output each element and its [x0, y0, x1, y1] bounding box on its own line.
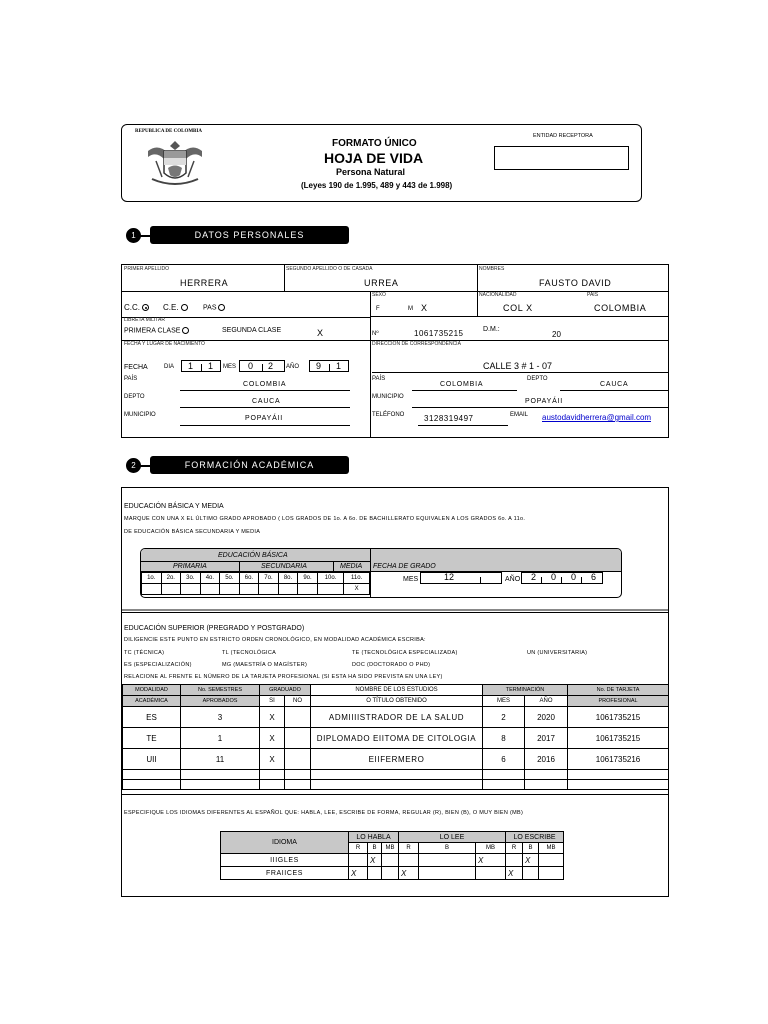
grade-cell: 8o.: [278, 573, 298, 584]
graduado-si-cell[interactable]: [260, 780, 285, 790]
rule: [370, 291, 371, 437]
th-terminacion: TERMINACIÓN: [483, 685, 568, 696]
higher-education-table: [122, 684, 669, 790]
lang-subheader-mb: MB: [539, 843, 564, 854]
grade-cell: 5o.: [220, 573, 240, 584]
grad-ano-digit: 0: [571, 572, 577, 582]
rule: [581, 577, 582, 584]
higher-education-row: [123, 770, 669, 780]
modalidad-cell[interactable]: ES: [123, 707, 181, 728]
lang-subheader-r: R: [399, 843, 419, 854]
rule: [122, 609, 668, 611]
mod-tl: TL (TECNOLÓGICA: [222, 650, 277, 656]
military-num-label: Nº: [372, 331, 379, 337]
basic-instr-1: MARQUE CON UNA X EL ÚLTIMO GRADO APROBADO ( LOS GRADOS DE 1o. A 6o. DE BACHILLERATO EQUIVALEN A LOS GRADOS 6o. A 11o.: [124, 516, 526, 522]
addr-country-label: PAÍS: [372, 376, 386, 382]
mes-cell[interactable]: 6: [483, 749, 525, 770]
rule: [180, 407, 350, 408]
rule: [418, 425, 508, 426]
basic-instr-2: DE EDUCACIÓN BÁSICA SECUNDARIA Y MEDIA: [124, 529, 261, 535]
first-surname-value[interactable]: HERRERA: [180, 278, 229, 288]
graduado-si-cell[interactable]: X: [260, 707, 285, 728]
addr-municipio-value[interactable]: POPAYÁII: [525, 398, 564, 405]
th-mes: MES: [483, 696, 525, 707]
rule: [480, 577, 481, 584]
year-digit-1: 9: [316, 361, 322, 371]
year-label: AÑO: [286, 364, 300, 370]
address-label: DIRECCIÓN DE CORRESPONDENCIA: [372, 341, 461, 347]
rule: [370, 316, 668, 317]
grade-mark-cell[interactable]: [220, 584, 240, 595]
grade-mark-cell[interactable]: [142, 584, 162, 595]
language-level-cell[interactable]: [539, 867, 564, 880]
grade-mark-cell[interactable]: [181, 584, 201, 595]
mod-un: UN (UNIVERSITARIA): [527, 650, 588, 656]
names-value[interactable]: FAUSTO DAVID: [539, 278, 612, 288]
lang-instr: ESPECIFIQUE LOS IDIOMAS DIFERENTES AL ESPAÑOL QUE: HABLA, LEE, ESCRIBE DE FORMA, REGULAR (R), BIEN (B), O MUY BIEN (MB): [124, 810, 524, 816]
lang-subheader-r: R: [349, 843, 368, 854]
military-number[interactable]: 1061735215: [414, 329, 464, 338]
lang-th-idioma: IDIOMA: [221, 832, 349, 854]
day-label: DIA: [164, 364, 175, 370]
email-label: EMAIL: [510, 412, 529, 418]
nationality-label: NACIONALIDAD: [479, 292, 517, 298]
grade-cell: 9o.: [298, 573, 318, 584]
grade-cell: 1o.: [142, 573, 162, 584]
month-label: MES: [223, 364, 237, 370]
first-class-label: PRIMERA CLASE: [124, 327, 181, 335]
th-no: NO: [285, 696, 311, 707]
rule: [333, 561, 334, 571]
graduado-si-cell[interactable]: [260, 770, 285, 780]
basic-grades-table: [141, 572, 370, 595]
rule: [122, 612, 668, 613]
birth-country-value[interactable]: COLOMBIA: [243, 381, 287, 388]
first-class-option[interactable]: [124, 327, 189, 334]
grade-cell: 2o.: [161, 573, 181, 584]
day-digit-2: 1: [208, 361, 214, 371]
republic-label: REPUBLICA DE COLOMBIA: [135, 129, 202, 134]
ano-cell[interactable]: 2017: [525, 728, 568, 749]
dm-value[interactable]: 20: [552, 330, 561, 339]
mes-cell[interactable]: [483, 780, 525, 790]
addr-depto-value[interactable]: CAUCA: [600, 381, 629, 388]
lang-subheader-b: B: [419, 843, 476, 854]
section2-number: 2: [126, 458, 141, 473]
cc-option[interactable]: [124, 304, 149, 312]
mod-doc: DOC (DOCTORADO O PHD): [352, 662, 431, 668]
relacione-text: RELACIONE AL FRENTE EL NÚMERO DE LA TARJETA PROFESIONAL (SI ESTA HA SIDO PREVISTA EN UNA LEY): [124, 674, 443, 680]
coat-of-arms-icon: [144, 137, 206, 189]
language-level-cell[interactable]: [419, 867, 476, 880]
modalidad-cell[interactable]: UII: [123, 749, 181, 770]
th-semestres: No. SEMESTRES: [181, 685, 260, 696]
language-level-cell[interactable]: X: [506, 867, 523, 880]
lang-th-habla: LO HABLA: [349, 832, 399, 843]
day-digit-1: 1: [188, 361, 194, 371]
rule: [239, 561, 240, 571]
second-class-option[interactable]: [222, 327, 281, 334]
language-level-cell[interactable]: [399, 854, 419, 867]
grade-mark-cell[interactable]: [298, 584, 318, 595]
th-semestres-2: APROBADOS: [181, 696, 260, 707]
language-name: FRAIICES: [221, 867, 349, 880]
ano-cell[interactable]: [525, 770, 568, 780]
grade-mark-cell[interactable]: [317, 584, 344, 595]
pas-radio[interactable]: [218, 304, 225, 311]
language-level-cell[interactable]: [382, 854, 399, 867]
ce-option[interactable]: [163, 304, 188, 312]
language-level-cell[interactable]: X: [523, 854, 539, 867]
ano-cell[interactable]: [525, 780, 568, 790]
sex-label: SEXO: [372, 292, 386, 298]
address-value[interactable]: CALLE 3 # 1 - 07: [483, 361, 553, 371]
birth-depto-label: DEPTO: [124, 394, 145, 400]
language-row: [221, 867, 564, 880]
rule: [412, 390, 517, 391]
tarjeta-cell[interactable]: [568, 780, 669, 790]
tarjeta-cell[interactable]: [568, 770, 669, 780]
titulo-cell[interactable]: DIPLOMADO EIITOMA DE CITOLOGIA: [311, 728, 483, 749]
birth-municipio-value[interactable]: POPAYÁII: [245, 415, 284, 422]
graduado-no-cell[interactable]: [285, 770, 311, 780]
modalidad-cell[interactable]: TE: [123, 728, 181, 749]
rule: [262, 364, 263, 372]
basic-group-label: EDUCACIÓN BÁSICA: [218, 552, 288, 559]
mes-cell[interactable]: [483, 770, 525, 780]
country-label: PAÍS: [587, 292, 599, 298]
primaria-label: PRIMARIA: [173, 563, 207, 570]
language-level-cell[interactable]: [506, 854, 523, 867]
country-value[interactable]: COLOMBIA: [594, 303, 647, 313]
section2-title: FORMACIÓN ACADÉMICA: [150, 456, 349, 474]
first-surname-label: PRIMER APELLIDO: [124, 266, 170, 272]
grad-date-label: FECHA DE GRADO: [373, 563, 436, 570]
th-modalidad-2: ACADÉMICA: [123, 696, 181, 707]
th-ano: AÑO: [525, 696, 568, 707]
birth-depto-value[interactable]: CAUCA: [252, 398, 281, 405]
rule: [329, 364, 330, 372]
grad-ano-digit: 6: [591, 572, 597, 582]
grad-ano-digit: 2: [531, 572, 537, 582]
entity-label: ENTIDAD RECEPTORA: [533, 133, 593, 139]
th-estudios-2: O TÍTULO OBTENIDO: [311, 696, 483, 707]
pas-option[interactable]: [203, 304, 225, 311]
year-digit-2: 1: [336, 361, 342, 371]
addr-municipio-label: MUNICIPIO: [372, 394, 404, 400]
tarjeta-cell[interactable]: 1061735215: [568, 728, 669, 749]
mod-tc: TC (TÉCNICA): [124, 650, 165, 656]
month-digit-2: 2: [268, 361, 274, 371]
phone-value[interactable]: 3128319497: [424, 414, 474, 423]
grad-ano-label: AÑO: [505, 576, 521, 583]
grade-cell: 3o.: [181, 573, 201, 584]
pas-label: PAS: [203, 304, 217, 312]
email-value[interactable]: austodavidherrera@gmail.com: [542, 414, 652, 422]
mes-cell[interactable]: 2: [483, 707, 525, 728]
higher-instr: DILIGENCIE ESTE PUNTO EN ESTRICTO ORDEN CRONOLÓGICO, EN MODALIDAD ACADÉMICA ESCRIBA:: [124, 637, 426, 643]
graduado-no-cell[interactable]: [285, 728, 311, 749]
higher-education-row: [123, 707, 669, 728]
rule: [412, 407, 668, 408]
month-digit-1: 0: [248, 361, 254, 371]
lang-th-escribe: LO ESCRIBE: [506, 832, 564, 843]
names-label: NOMBRES: [479, 266, 505, 272]
higher-title: EDUCACIÓN SUPERIOR (PREGRADO Y POSTGRADO): [124, 625, 305, 632]
language-level-cell[interactable]: [476, 867, 506, 880]
cc-radio[interactable]: [142, 304, 149, 311]
basic-title: EDUCACIÓN BÁSICA Y MEDIA: [124, 503, 224, 510]
second-surname-value[interactable]: URREA: [364, 278, 399, 288]
date-label: FECHA: [124, 364, 148, 371]
language-level-cell[interactable]: [349, 854, 368, 867]
grade-mark-cell[interactable]: [239, 584, 259, 595]
rule: [372, 372, 668, 373]
languages-table: [220, 831, 564, 880]
mod-es: ES (ESPECIALIZACIÓN): [124, 662, 192, 668]
grade-cell: 11o.: [344, 573, 370, 584]
first-class-radio[interactable]: [182, 327, 189, 334]
language-level-cell[interactable]: [419, 854, 476, 867]
mod-mg: MG (MAESTRÍA O MAGÍSTER): [222, 662, 308, 668]
th-tarjeta-2: PROFESIONAL: [568, 696, 669, 707]
lang-subheader-mb: MB: [476, 843, 506, 854]
second-surname-label: SEGUNDO APELLIDO O DE CASADA: [286, 266, 373, 272]
graduado-no-cell[interactable]: [285, 749, 311, 770]
titulo-cell[interactable]: [311, 770, 483, 780]
tarjeta-cell[interactable]: 1061735215: [568, 707, 669, 728]
higher-education-row: [123, 728, 669, 749]
rule: [141, 561, 370, 562]
th-si: SI: [260, 696, 285, 707]
ce-radio[interactable]: [181, 304, 188, 311]
graduado-no-cell[interactable]: [285, 780, 311, 790]
grade-mark-cell[interactable]: X: [344, 584, 370, 595]
military-label: LIBRETA MILITAR: [124, 317, 165, 323]
lang-subheader-r: R: [506, 843, 523, 854]
section1-title: DATOS PERSONALES: [150, 226, 349, 244]
sex-m[interactable]: M: [408, 306, 413, 312]
language-name: IIIGLES: [221, 854, 349, 867]
ano-cell[interactable]: 2016: [525, 749, 568, 770]
second-class-label: SEGUNDA CLASE: [222, 327, 282, 334]
higher-education-row: [123, 749, 669, 770]
th-modalidad: MODALIDAD: [123, 685, 181, 696]
semestres-cell[interactable]: 3: [181, 707, 260, 728]
grad-mes-label: MES: [403, 576, 419, 583]
language-level-cell[interactable]: X: [368, 854, 382, 867]
addr-depto-label: DEPTO: [527, 376, 548, 382]
grade-mark-cell[interactable]: [161, 584, 181, 595]
cc-label: C.C.: [124, 303, 140, 312]
tarjeta-cell[interactable]: 1061735216: [568, 749, 669, 770]
secundaria-label: SECUNDARIA: [261, 563, 307, 570]
rule: [370, 549, 371, 597]
law-text: (Leyes 190 de 1.995, 489 y 443 de 1.998): [301, 181, 453, 190]
sex-mark[interactable]: X: [421, 303, 428, 313]
semestres-cell[interactable]: 1: [181, 728, 260, 749]
ano-cell[interactable]: 2020: [525, 707, 568, 728]
mod-te: TE (TECNOLÓGICA ESPECIALIZADA): [352, 650, 458, 656]
th-estudios: NOMBRE DE LOS ESTUDIOS: [311, 685, 483, 696]
language-level-cell[interactable]: [382, 867, 399, 880]
language-level-cell[interactable]: X: [476, 854, 506, 867]
th-tarjeta: No. DE TARJETA: [568, 685, 669, 696]
dm-label: D.M.:: [483, 326, 500, 333]
military-mark[interactable]: X: [317, 328, 324, 338]
rule: [541, 577, 542, 584]
birth-label: FECHA Y LUGAR DE NACIMIENTO: [124, 341, 205, 347]
graduado-si-cell[interactable]: X: [260, 728, 285, 749]
lang-th-lee: LO LEE: [399, 832, 506, 843]
nationality-value[interactable]: COL X: [503, 303, 533, 313]
form-title-3: Persona Natural: [336, 167, 406, 177]
birth-municipio-label: MUNICIPIO: [124, 412, 156, 418]
modalidad-cell[interactable]: [123, 770, 181, 780]
grade-mark-cell[interactable]: [278, 584, 298, 595]
grad-mes-value: 12: [444, 572, 455, 582]
grade-cell: 7o.: [259, 573, 279, 584]
grade-mark-cell[interactable]: [200, 584, 220, 595]
rule: [561, 577, 562, 584]
language-level-cell[interactable]: [368, 867, 382, 880]
grad-mes-box[interactable]: [420, 572, 502, 584]
rule: [201, 364, 202, 372]
ce-label: C.E.: [163, 303, 179, 312]
addr-country-value[interactable]: COLOMBIA: [440, 381, 484, 388]
rule: [560, 390, 668, 391]
higher-education-row: [123, 780, 669, 790]
lang-subheader-b: B: [368, 843, 382, 854]
sex-f[interactable]: F: [376, 306, 380, 312]
titulo-cell[interactable]: EIIFERMERO: [311, 749, 483, 770]
grade-mark-cell[interactable]: [259, 584, 279, 595]
grade-cell: 6o.: [239, 573, 259, 584]
rule: [180, 425, 350, 426]
titulo-cell[interactable]: ADMIIIISTRADOR DE LA SALUD: [311, 707, 483, 728]
rule: [477, 265, 478, 316]
grade-cell: 10o.: [317, 573, 344, 584]
grade-cell: 4o.: [200, 573, 220, 584]
language-row: [221, 854, 564, 867]
semestres-cell[interactable]: 11: [181, 749, 260, 770]
th-graduado: GRADUADO: [260, 685, 311, 696]
entity-box[interactable]: [494, 146, 629, 170]
graduado-si-cell[interactable]: X: [260, 749, 285, 770]
media-label: MEDIA: [340, 563, 363, 570]
form-title-2: HOJA DE VIDA: [324, 150, 424, 166]
grad-ano-digit: 0: [551, 572, 557, 582]
rule: [284, 265, 285, 291]
language-level-cell[interactable]: [523, 867, 539, 880]
modalidad-cell[interactable]: [123, 780, 181, 790]
lang-subheader-mb: MB: [382, 843, 399, 854]
phone-label: TELÉFONO: [372, 412, 405, 418]
language-level-cell[interactable]: X: [399, 867, 419, 880]
language-level-cell[interactable]: X: [349, 867, 368, 880]
form-title-1: FORMATO ÚNICO: [332, 138, 417, 149]
mes-cell[interactable]: 8: [483, 728, 525, 749]
section1-number: 1: [126, 228, 141, 243]
rule: [180, 390, 350, 391]
semestres-cell[interactable]: [181, 780, 260, 790]
language-level-cell[interactable]: [539, 854, 564, 867]
titulo-cell[interactable]: [311, 780, 483, 790]
rule: [122, 794, 668, 795]
graduado-no-cell[interactable]: [285, 707, 311, 728]
birth-country-label: PAÍS: [124, 376, 138, 382]
semestres-cell[interactable]: [181, 770, 260, 780]
lang-subheader-b: B: [523, 843, 539, 854]
